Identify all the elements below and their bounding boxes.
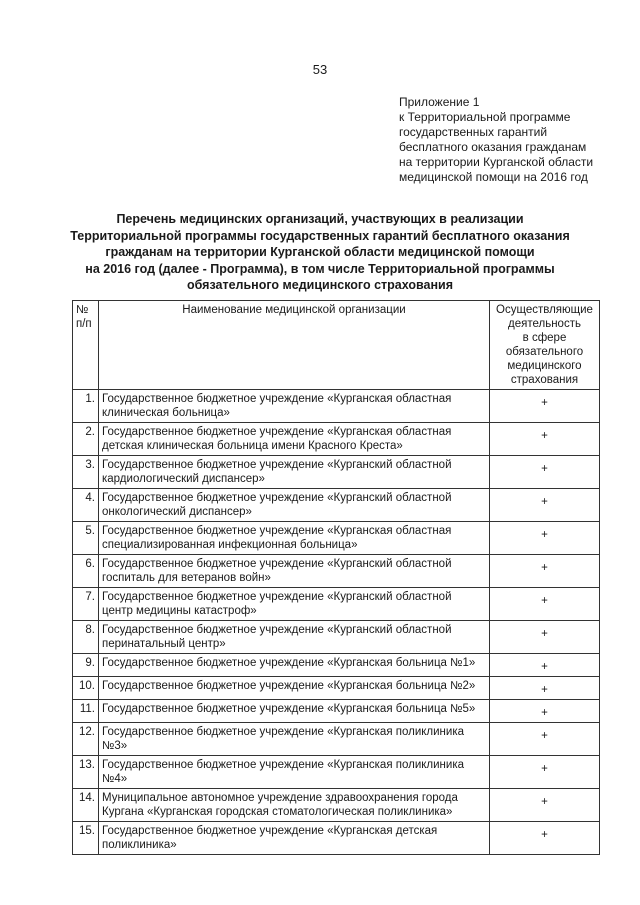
table-row xyxy=(73,555,600,588)
row-name: Государственное бюджетное учреждение «Курганская областная клиническая больница» xyxy=(99,390,490,423)
row-oms-mark: + xyxy=(490,654,600,677)
row-oms-mark: + xyxy=(490,456,600,489)
row-num: 3. xyxy=(73,456,99,489)
appendix-line: государственных гарантий xyxy=(399,125,548,139)
row-oms-mark: + xyxy=(490,789,600,822)
title-line: Территориальной программы государственных гарантий бесплатного оказания xyxy=(70,228,570,243)
table-row xyxy=(73,489,600,522)
table-header-row xyxy=(73,301,600,390)
row-num: 15. xyxy=(73,822,99,855)
row-oms-mark: + xyxy=(490,723,600,756)
title-line: гражданам на территории Курганской области медицинской помощи xyxy=(105,245,535,259)
row-oms-mark: + xyxy=(490,522,600,555)
row-num: 10. xyxy=(73,677,99,700)
row-num: 2. xyxy=(73,423,99,456)
row-num: 14. xyxy=(73,789,99,822)
row-num: 7. xyxy=(73,588,99,621)
row-oms-mark: + xyxy=(490,390,600,423)
header-name: Наименование медицинской организации xyxy=(99,301,490,390)
row-oms-mark: + xyxy=(490,756,600,789)
row-num: 9. xyxy=(73,654,99,677)
row-num: 5. xyxy=(73,522,99,555)
row-oms-mark: + xyxy=(490,423,600,456)
organizations-table xyxy=(72,300,600,855)
table-row xyxy=(73,723,600,756)
row-oms-mark: + xyxy=(490,677,600,700)
header-num-line: № xyxy=(76,304,89,316)
table-row xyxy=(73,677,600,700)
table-row xyxy=(73,700,600,723)
page-number: 53 xyxy=(312,62,328,77)
table-row xyxy=(73,522,600,555)
table-row xyxy=(73,390,600,423)
row-name: Государственное бюджетное учреждение «Курганская областная детская клиническая больница имени Красного Креста» xyxy=(99,423,490,456)
row-name: Государственное бюджетное учреждение «Курганский областной онкологический диспансер» xyxy=(99,489,490,522)
title-line: на 2016 год (далее - Программа), в том числе Территориальной программы xyxy=(85,261,555,276)
row-name: Государственное бюджетное учреждение «Курганская областная специализированная инфекционная больница» xyxy=(99,522,490,555)
table-row xyxy=(73,654,600,677)
document-title xyxy=(70,211,570,294)
title-line: Перечень медицинских организаций, участвующих в реализации xyxy=(116,212,524,226)
table-row xyxy=(73,456,600,489)
row-oms-mark: + xyxy=(490,621,600,654)
header-oms-line: Осуществляющие xyxy=(496,304,593,316)
appendix-line: на территории Курганской области xyxy=(399,155,594,169)
header-oms-line: в сфере xyxy=(522,332,567,344)
appendix-line: к Территориальной программе xyxy=(399,110,571,124)
row-num: 12. xyxy=(73,723,99,756)
row-name: Государственное бюджетное учреждение «Курганский областной центр медицины катастроф» xyxy=(99,588,490,621)
row-oms-mark: + xyxy=(490,555,600,588)
row-name: Государственное бюджетное учреждение «Курганская поликлиника №4» xyxy=(99,756,490,789)
table-row xyxy=(73,423,600,456)
row-name: Государственное бюджетное учреждение «Курганская детская поликлиника» xyxy=(99,822,490,855)
table-row xyxy=(73,621,600,654)
row-name: Государственное бюджетное учреждение «Курганский областной перинатальный центр» xyxy=(99,621,490,654)
header-oms-line: страхования xyxy=(510,374,579,386)
appendix-note xyxy=(399,95,624,185)
row-name: Государственное бюджетное учреждение «Курганский областной госпиталь для ветеранов войн» xyxy=(99,555,490,588)
title-line: обязательного медицинского страхования xyxy=(186,278,454,292)
row-num: 11. xyxy=(73,700,99,723)
header-oms-line: деятельность xyxy=(508,318,581,330)
header-num xyxy=(73,301,99,390)
appendix-line: медицинской помощи на 2016 год xyxy=(399,170,588,184)
header-oms xyxy=(490,301,600,390)
row-num: 8. xyxy=(73,621,99,654)
table-row xyxy=(73,588,600,621)
row-num: 1. xyxy=(73,390,99,423)
row-num: 4. xyxy=(73,489,99,522)
table-row xyxy=(73,822,600,855)
row-oms-mark: + xyxy=(490,822,600,855)
row-name: Муниципальное автономное учреждение здравоохранения города Кургана «Курганская городская стоматологическая поликлиника» xyxy=(99,789,490,822)
row-oms-mark: + xyxy=(490,700,600,723)
header-oms-line: обязательного xyxy=(505,346,584,358)
row-name: Государственное бюджетное учреждение «Курганский областной кардиологический диспансер» xyxy=(99,456,490,489)
row-num: 6. xyxy=(73,555,99,588)
header-oms-line: медицинского xyxy=(507,360,582,372)
header-num-line: п/п xyxy=(76,318,92,330)
table-row xyxy=(73,756,600,789)
row-name: Государственное бюджетное учреждение «Курганская поликлиника №3» xyxy=(99,723,490,756)
appendix-line: Приложение 1 xyxy=(399,95,480,109)
row-oms-mark: + xyxy=(490,588,600,621)
row-name: Государственное бюджетное учреждение «Курганская больница №5» xyxy=(99,700,490,723)
row-name: Государственное бюджетное учреждение «Курганская больница №2» xyxy=(99,677,490,700)
row-num: 13. xyxy=(73,756,99,789)
appendix-line: бесплатного оказания гражданам xyxy=(399,140,587,154)
row-oms-mark: + xyxy=(490,489,600,522)
table-row xyxy=(73,789,600,822)
row-name: Государственное бюджетное учреждение «Курганская больница №1» xyxy=(99,654,490,677)
